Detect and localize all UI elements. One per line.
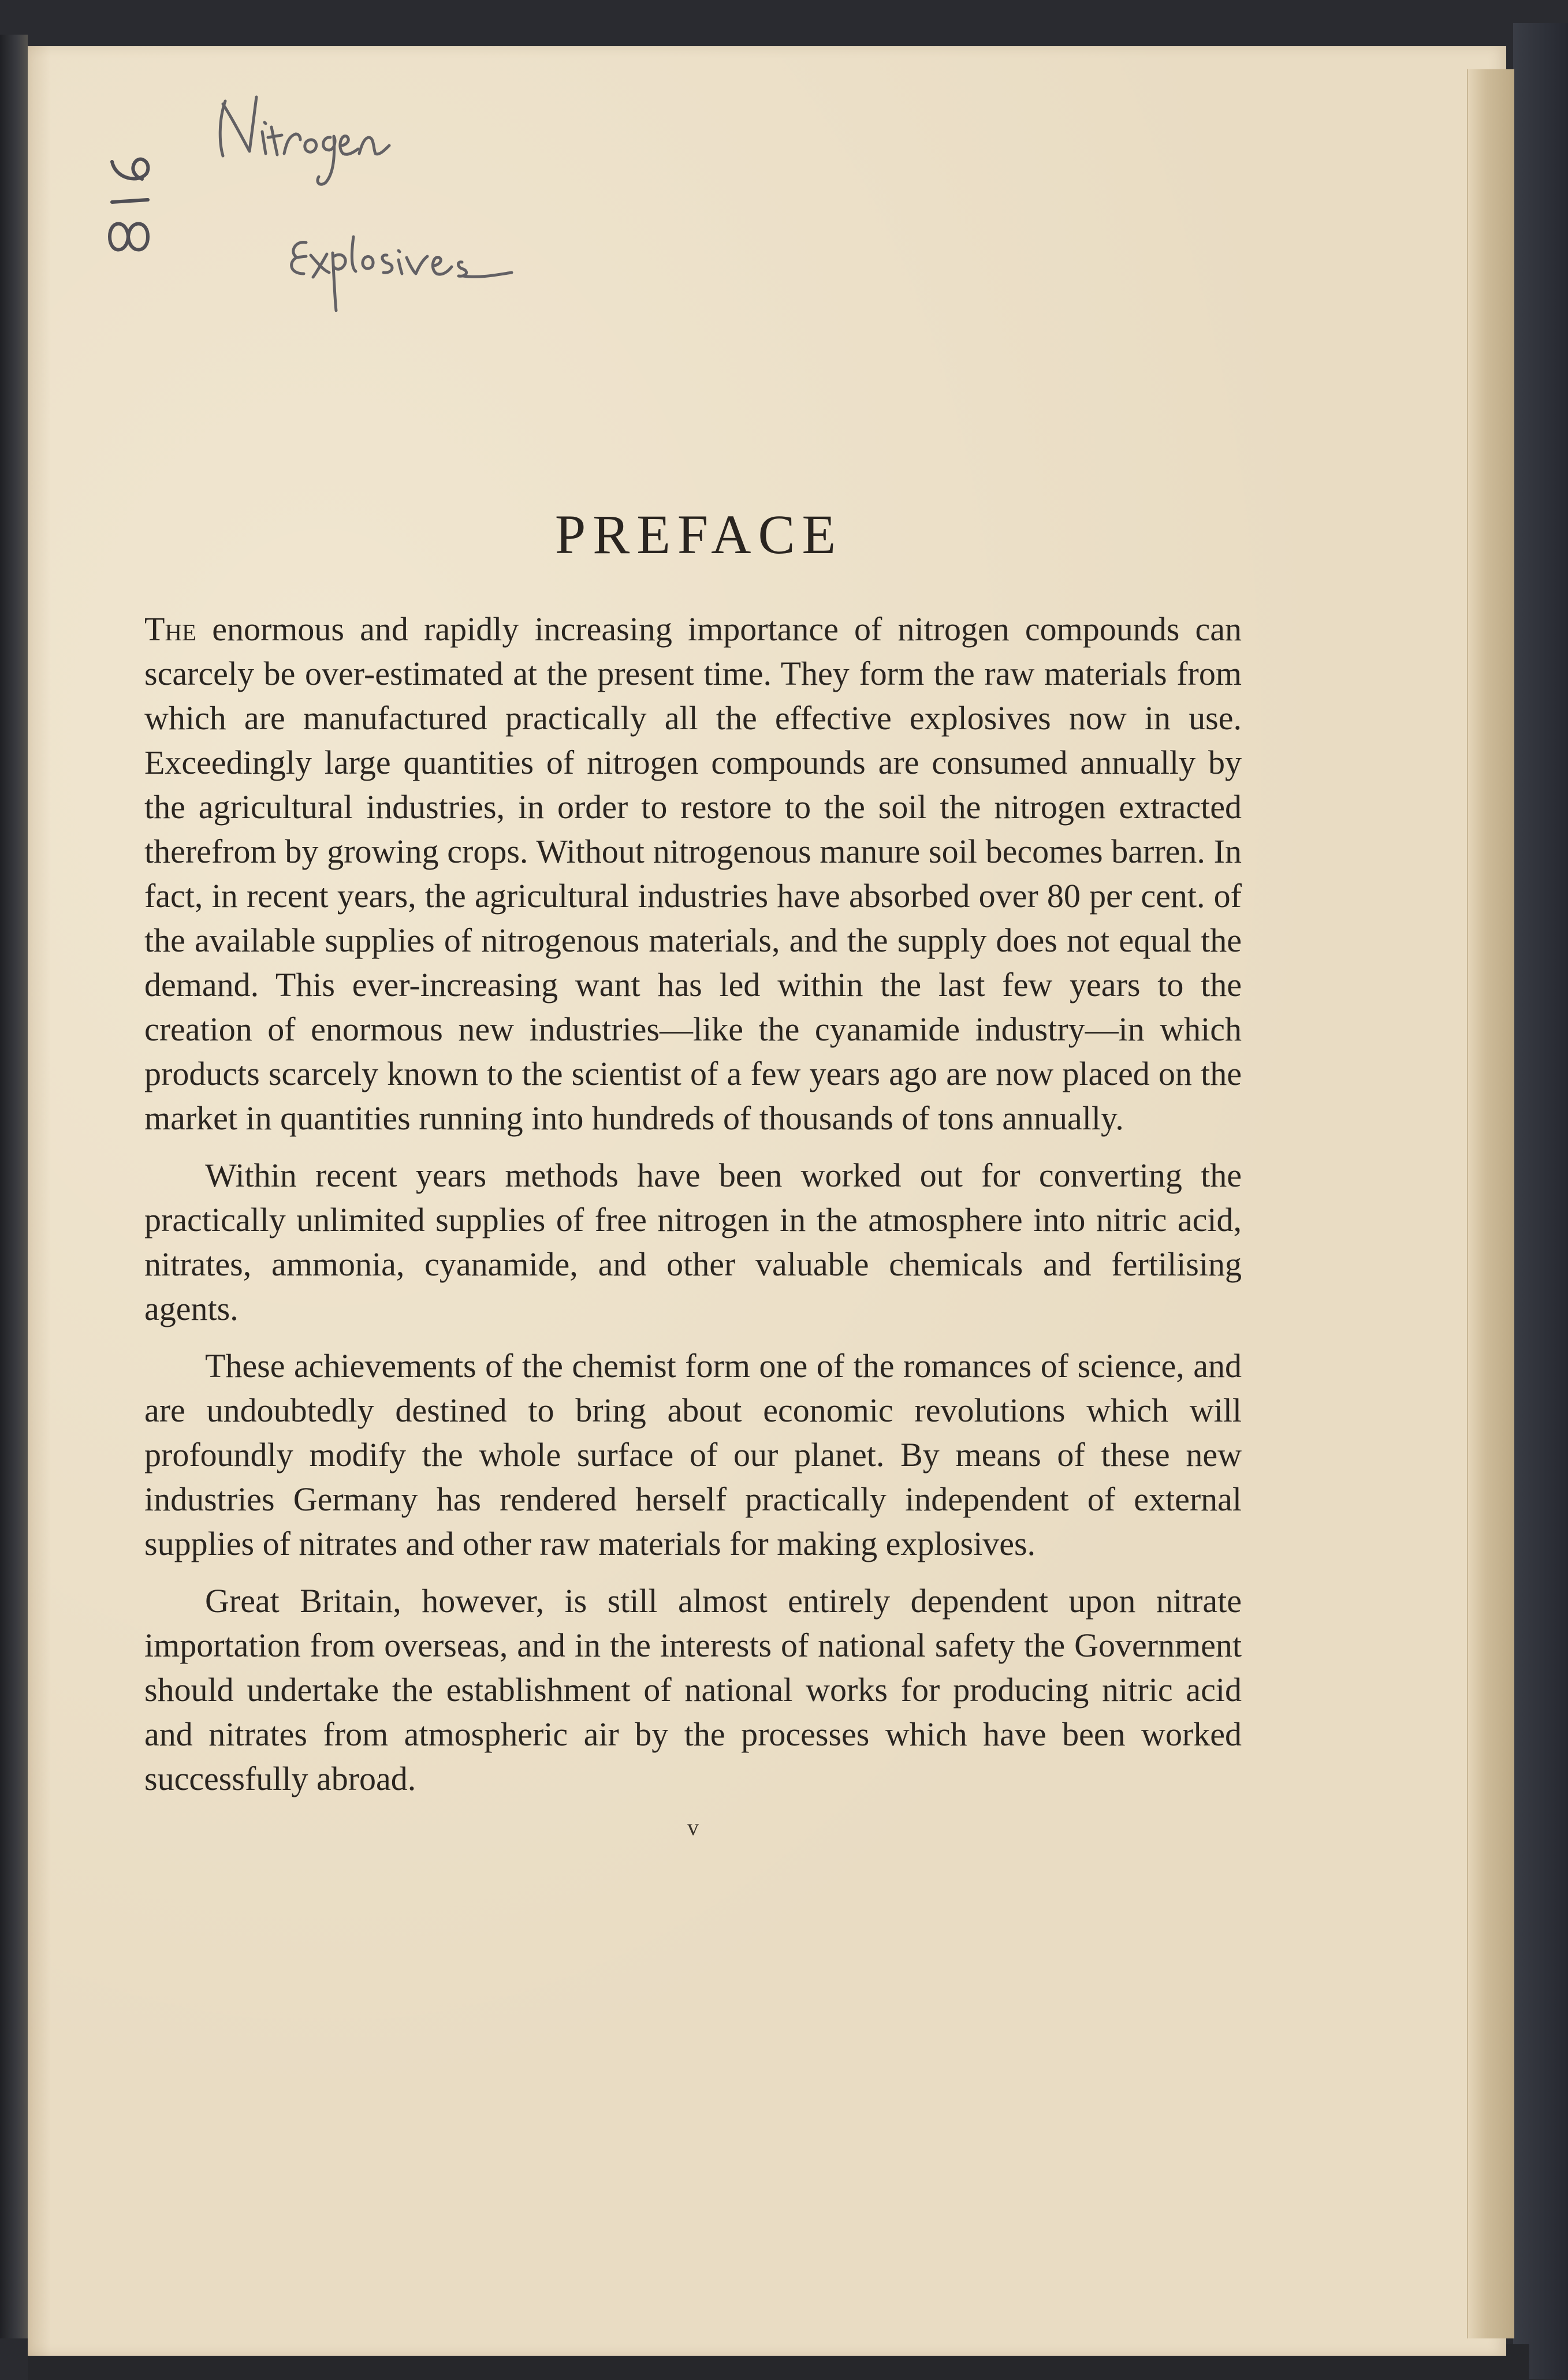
preface-text-block xyxy=(144,502,1242,1841)
drop-lead-word: The xyxy=(144,610,197,648)
paragraph-4: Great Britain, however, is still almost entirely dependent upon nitrate importation from overseas, and in the interests of national safety the Government should undertake the establishment of national works for producing nitric acid and nitrates from atmospheric air by the processes which have been worked successfully abroad. xyxy=(144,1582,1242,1797)
page-title: PREFACE xyxy=(554,503,843,565)
paragraph-1 xyxy=(144,607,1242,1140)
handwritten-annotation xyxy=(35,69,531,312)
left-cover-board xyxy=(0,35,28,2338)
paragraph-1-text: enormous and rapidly increasing importance of nitrogen compounds can scarcely be over-estimated at the present time. They form the raw materials from which are manufactured practically all the effective explosives now in use. Exceedingly large quantities of nitrogen compounds are consumed annually by the agricultural industries, in order to restore to the soil the nitrogen extracted therefrom by growing crops. Without nitrogenous manure soil becomes barren. In fact, in recent years, the agricultural industries have absorbed over 80 per cent. of the available supplies of nitrogenous materials, and the supply does not equal the demand. This ever-increasing want has led within the last few years to the creation of enormous new industries—like the cyanamide industry—in which products scarcely known to the scientist of a few years ago are now placed on the market in quantities running into hundreds of thousands of tons annually. xyxy=(144,610,1242,1137)
page-edges xyxy=(1467,69,1514,2338)
right-cover-board xyxy=(1513,23,1568,2379)
page-number: v xyxy=(687,1814,699,1840)
paragraph-2: Within recent years methods have been worked out for converting the practically unlimited supplies of free nitrogen in the atmosphere into nitric acid, nitrates, ammonia, cyanamide, and other valuable chemicals and fertilising agents. xyxy=(144,1157,1242,1327)
paragraph-3: These achievements of the chemist form one of the romances of science, and are undoubtedly destined to bring about economic revolutions which will profoundly modify the whole surface of our planet. By means of these new industries Germany has rendered herself practically independent of external supplies of nitrates and other raw materials for making explosives. xyxy=(144,1347,1242,1562)
